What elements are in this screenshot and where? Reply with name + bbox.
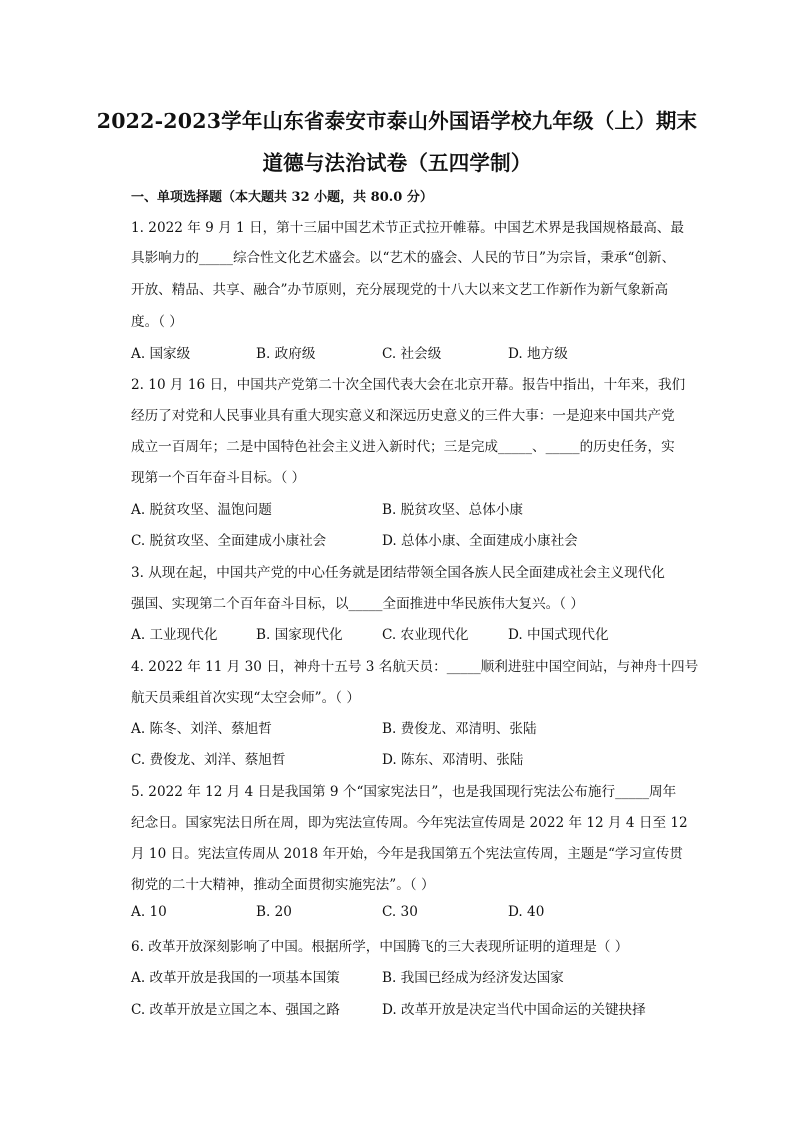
question-6-option-b: B. 我国已经成为经济发达国家 — [382, 970, 564, 986]
question-2-option-d: D. 总体小康、全面建成小康社会 — [382, 533, 578, 549]
question-5-line-1: 5. 2022 年 12 月 4 日是我国第 9 个“国家宪法日”，也是我国现行宪法公布施行_____周年 — [131, 784, 677, 800]
question-1-option-d: D. 地方级 — [508, 346, 568, 362]
question-5-option-d: D. 40 — [508, 904, 545, 920]
question-6-option-d: D. 改革开放是决定当代中国命运的关键抉择 — [382, 1002, 646, 1018]
question-1-line-4: 度。（ ） — [131, 314, 183, 330]
question-6-option-a: A. 改革开放是我国的一项基本国策 — [131, 970, 340, 986]
question-3-option-d: D. 中国式现代化 — [508, 627, 609, 643]
question-4-line-2: 航天员乘组首次实现“太空会师”。（ ） — [131, 690, 360, 706]
question-5-option-c: C. 30 — [382, 904, 418, 920]
question-1-option-b: B. 政府级 — [256, 346, 316, 362]
section-heading: 一、单项选择题（本大题共 32 小题，共 80.0 分） — [131, 190, 433, 205]
question-5-line-4: 彻党的二十大精神，推动全面贯彻实施宪法”。（ ） — [131, 877, 435, 893]
question-4-option-c: C. 费俊龙、刘洋、蔡旭哲 — [131, 752, 286, 768]
question-2-option-a: A. 脱贫攻坚、温饱问题 — [131, 502, 272, 518]
question-5-line-3: 月 10 日。宪法宣传周从 2018 年开始，今年是我国第五个宪法宣传周，主题是“学习宣传贯 — [131, 846, 683, 862]
question-3-line-2: 强国、实现第二个百年奋斗目标，以_____全面推进中华民族伟大复兴。（ ） — [131, 596, 584, 612]
question-1-line-2: 具影响力的_____综合性文化艺术盛会。以“艺术的盛会、人民的节日”为宗旨，秉承“创新、 — [131, 250, 676, 266]
question-2-line-4: 现第一个百年奋斗目标。（ ） — [131, 470, 306, 486]
question-1-line-3: 开放、精品、共享、融合”办节原则，充分展现党的十八大以来文艺工作新作为新气象新高 — [131, 282, 669, 298]
exam-title-line-2: 道德与法治试卷（五四学制） — [262, 151, 532, 175]
question-6-line-1: 6. 改革开放深刻影响了中国。根据所学，中国腾飞的三大表现所证明的道理是（ ） — [131, 939, 629, 955]
question-3-option-a: A. 工业现代化 — [131, 627, 218, 643]
question-4-option-d: D. 陈东、邓清明、张陆 — [382, 752, 524, 768]
question-3-option-c: C. 农业现代化 — [382, 627, 469, 643]
question-1-option-a: A. 国家级 — [131, 346, 191, 362]
question-3-option-b: B. 国家现代化 — [256, 627, 343, 643]
question-4-option-a: A. 陈冬、刘洋、蔡旭哲 — [131, 721, 272, 737]
question-2-option-b: B. 脱贫攻坚、总体小康 — [382, 502, 523, 518]
exam-title-line-1: 2022-2023学年山东省泰安市泰山外国语学校九年级（上）期末 — [96, 109, 698, 133]
question-2-line-2: 经历了对党和人民事业具有重大现实意义和深远历史意义的三件大事：一是迎来中国共产党 — [131, 408, 675, 424]
question-1-option-c: C. 社会级 — [382, 346, 442, 362]
question-5-option-b: B. 20 — [256, 904, 292, 920]
question-5-option-a: A. 10 — [131, 904, 167, 920]
question-1-line-1: 1. 2022 年 9 月 1 日，第十三届中国艺术节正式拉开帷幕。中国艺术界是我国规格最高、最 — [131, 220, 684, 236]
question-4-option-b: B. 费俊龙、邓清明、张陆 — [382, 721, 537, 737]
question-2-line-3: 成立一百周年；二是中国特色社会主义进入新时代；三是完成_____、_____的历史任务，实 — [131, 439, 675, 455]
question-3-line-1: 3. 从现在起，中国共产党的中心任务就是团结带领全国各族人民全面建成社会主义现代化 — [131, 565, 665, 581]
question-5-line-2: 纪念日。国家宪法日所在周，即为宪法宣传周。今年宪法宣传周是 2022 年 12 月 4 日至 12 — [131, 815, 688, 831]
question-2-option-c: C. 脱贫攻坚、全面建成小康社会 — [131, 533, 327, 549]
question-2-line-1: 2. 10 月 16 日，中国共产党第二十次全国代表大会在北京开幕。报告中指出，十年来，我们 — [131, 377, 686, 393]
question-6-option-c: C. 改革开放是立国之本、强国之路 — [131, 1002, 340, 1018]
question-4-line-1: 4. 2022 年 11 月 30 日，神舟十五号 3 名航天员：_____顺利进驻中国空间站，与神舟十四号 — [131, 659, 699, 675]
